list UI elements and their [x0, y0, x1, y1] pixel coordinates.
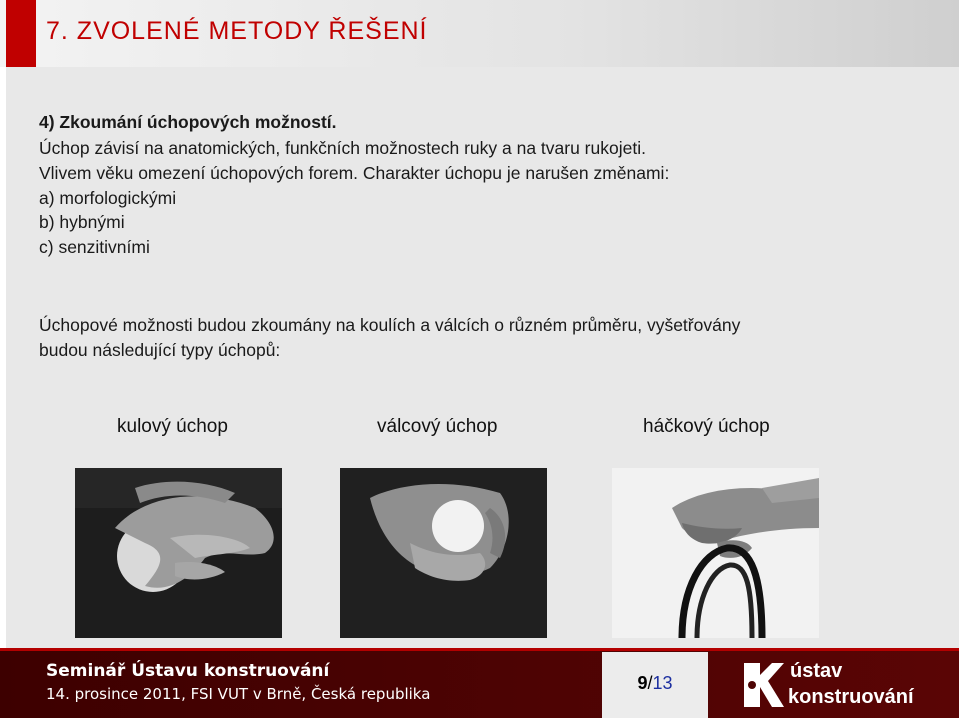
grip-label-hook: háčkový úchop [643, 416, 770, 437]
page-separator: / [647, 673, 653, 693]
section-heading: 4) Zkoumání úchopových možností. [39, 112, 337, 132]
footer-divider [0, 648, 959, 651]
hook-grip-photo [612, 468, 819, 638]
text-line: Vlivem věku omezení úchopových forem. Charakter úchopu je narušen změnami: [39, 163, 670, 183]
logo-mark-icon [738, 655, 788, 715]
header-accent-bar [6, 0, 36, 67]
logo-text-line2: konstruování [788, 686, 914, 708]
logo-text-line1: ústav [790, 660, 843, 682]
footer-title: Seminář Ústavu konstruování [46, 661, 330, 681]
page-current: 9 [637, 673, 648, 693]
cylindrical-grip-photo [340, 468, 547, 638]
footer-date: 14. prosince 2011, FSI VUT v Brně, Česká republika [46, 685, 431, 703]
text-line: c) senzitivními [39, 237, 150, 257]
text-line: b) hybnými [39, 212, 125, 232]
spherical-grip-photo [75, 468, 282, 638]
paragraph-line: budou následující typy úchopů: [39, 340, 281, 360]
page-total: 13 [652, 673, 673, 693]
slide-title: 7. ZVOLENÉ METODY ŘEŠENÍ [46, 17, 428, 45]
page-number [602, 673, 708, 694]
paragraph-line: Úchopové možnosti budou zkoumány na koulích a válcích o různém průměru, vyšetřovány [39, 315, 741, 335]
text-line: Úchop závisí na anatomických, funkčních možnostech ruky a na tvaru rukojeti. [39, 138, 646, 158]
grip-label-cylindrical: válcový úchop [377, 416, 498, 437]
text-line: a) morfologickými [39, 188, 177, 208]
grip-label-spherical: kulový úchop [117, 416, 228, 437]
